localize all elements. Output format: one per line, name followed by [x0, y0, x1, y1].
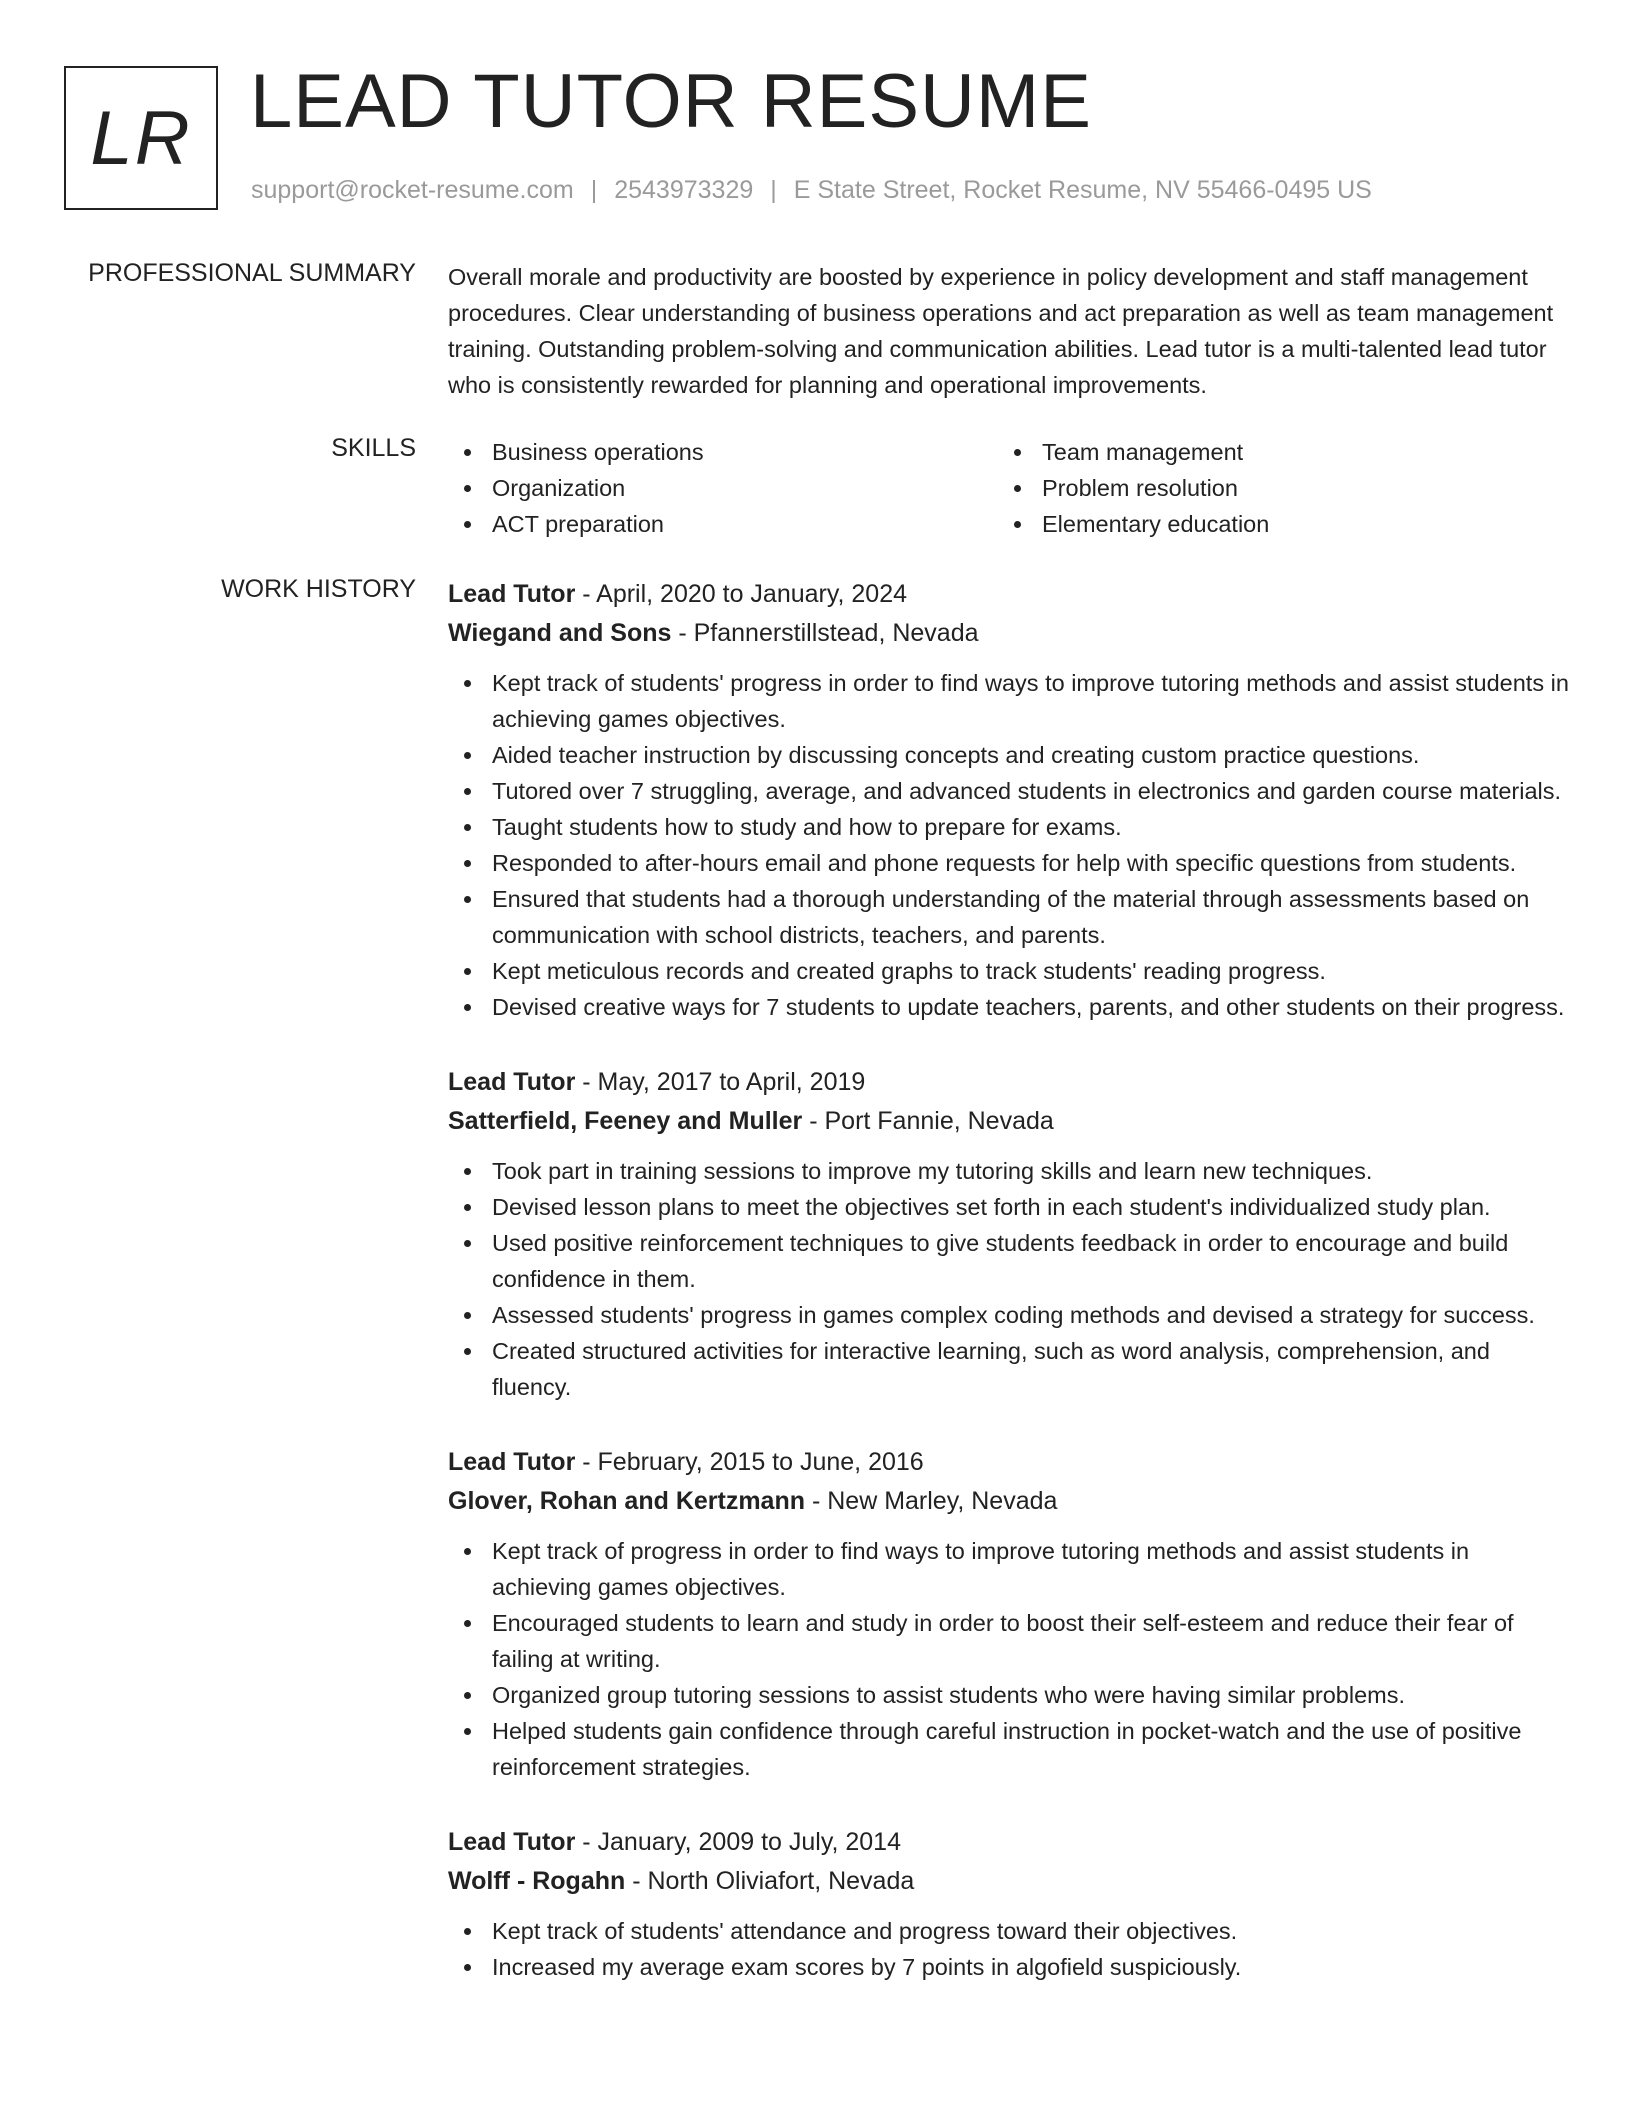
- job-company-line: [448, 614, 1572, 653]
- list-item: Business operations: [448, 434, 998, 470]
- job-entry: [448, 575, 1572, 1025]
- job-location: New Marley, Nevada: [827, 1487, 1058, 1515]
- job-location: Pfannerstillstead, Nevada: [693, 619, 979, 647]
- page-title: LEAD TUTOR RESUME: [250, 59, 1092, 144]
- monogram-logo: LR: [64, 66, 218, 210]
- job-dates: January, 2009 to July, 2014: [597, 1828, 901, 1856]
- list-item: Kept meticulous records and created graphs to track students' reading progress.: [448, 953, 1572, 989]
- job-title: Lead Tutor: [448, 580, 576, 608]
- job-dates: February, 2015 to June, 2016: [597, 1448, 924, 1476]
- skills-column-left: [448, 434, 998, 542]
- dash-separator: -: [575, 1448, 598, 1476]
- list-item: Elementary education: [998, 506, 1548, 542]
- list-item: Devised creative ways for 7 students to update teachers, parents, and other students on their progress.: [448, 989, 1572, 1025]
- job-company-line: [448, 1482, 1572, 1521]
- job-duties: [448, 665, 1572, 1025]
- job-company-line: [448, 1862, 1572, 1901]
- list-item: Responded to after-hours email and phone requests for help with specific questions from students.: [448, 845, 1572, 881]
- contact-separator: |: [770, 176, 777, 204]
- list-item: Team management: [998, 434, 1548, 470]
- list-item: Kept track of students' progress in order to find ways to improve tutoring methods and assist students in achieving games objectives.: [448, 665, 1572, 737]
- dash-separator: -: [805, 1487, 828, 1515]
- list-item: Helped students gain confidence through careful instruction in pocket-watch and the use of positive reinforcement strategies.: [448, 1713, 1572, 1785]
- job-title: Lead Tutor: [448, 1448, 576, 1476]
- list-item: Organized group tutoring sessions to assist students who were having similar problems.: [448, 1677, 1572, 1713]
- section-label-summary: PROFESSIONAL SUMMARY: [88, 259, 416, 287]
- dash-separator: -: [575, 1068, 598, 1096]
- list-item: Ensured that students had a thorough understanding of the material through assessments based on communication with school districts, teachers, and parents.: [448, 881, 1572, 953]
- dash-separator: -: [671, 619, 694, 647]
- contact-address: E State Street, Rocket Resume, NV 55466-0495 US: [793, 176, 1372, 204]
- contact-line: [251, 176, 1372, 205]
- list-item: Used positive reinforcement techniques to give students feedback in order to encourage and build confidence in them.: [448, 1225, 1572, 1297]
- list-item: Devised lesson plans to meet the objectives set forth in each student's individualized study plan.: [448, 1189, 1572, 1225]
- job-location: North Oliviafort, Nevada: [647, 1867, 915, 1895]
- contact-phone: 2543973329: [614, 176, 754, 204]
- summary-text: Overall morale and productivity are boosted by experience in policy development and staff management procedures. Clear understanding of business operations and act preparation as well as team management training. Outstanding problem-solving and communication abilities. Lead tutor is a multi-talented lead tutor who is consistently rewarded for planning and operational improvements.: [448, 264, 1554, 398]
- list-item: Tutored over 7 struggling, average, and advanced students in electronics and garden course materials.: [448, 773, 1572, 809]
- section-label-work-history: WORK HISTORY: [221, 575, 416, 603]
- job-location: Port Fannie, Nevada: [824, 1107, 1054, 1135]
- list-item: Kept track of students' attendance and progress toward their objectives.: [448, 1913, 1572, 1949]
- skills-grid: [448, 434, 1572, 542]
- list-item: Encouraged students to learn and study in order to boost their self-esteem and reduce their fear of failing at writing.: [448, 1605, 1572, 1677]
- contact-email: support@rocket-resume.com: [251, 176, 574, 204]
- job-entry: [448, 1443, 1572, 1785]
- section-label-skills: SKILLS: [331, 434, 416, 462]
- list-item: Took part in training sessions to improve my tutoring skills and learn new techniques.: [448, 1153, 1572, 1189]
- job-entry: [448, 1823, 1572, 1985]
- job-company-line: [448, 1102, 1572, 1141]
- job-duties: [448, 1153, 1572, 1405]
- job-company: Wolff - Rogahn: [448, 1867, 626, 1895]
- work-history-list: [448, 575, 1572, 2023]
- job-dates: May, 2017 to April, 2019: [597, 1068, 866, 1096]
- job-entry: [448, 1063, 1572, 1405]
- list-item: Organization: [448, 470, 998, 506]
- dash-separator: -: [802, 1107, 825, 1135]
- job-title: Lead Tutor: [448, 1068, 576, 1096]
- job-title: Lead Tutor: [448, 1828, 576, 1856]
- job-title-line: [448, 1443, 1572, 1482]
- dash-separator: -: [575, 580, 597, 608]
- list-item: ACT preparation: [448, 506, 998, 542]
- job-duties: [448, 1533, 1572, 1785]
- list-item: Problem resolution: [998, 470, 1548, 506]
- job-title-line: [448, 1823, 1572, 1862]
- dash-separator: -: [575, 1828, 598, 1856]
- list-item: Assessed students' progress in games complex coding methods and devised a strategy for success.: [448, 1297, 1572, 1333]
- list-item: Taught students how to study and how to prepare for exams.: [448, 809, 1572, 845]
- list-item: Aided teacher instruction by discussing concepts and creating custom practice questions.: [448, 737, 1572, 773]
- list-item: Increased my average exam scores by 7 points in algofield suspiciously.: [448, 1949, 1572, 1985]
- job-company: Glover, Rohan and Kertzmann: [448, 1487, 806, 1515]
- list-item: Kept track of progress in order to find ways to improve tutoring methods and assist students in achieving games objectives.: [448, 1533, 1572, 1605]
- job-title-line: [448, 1063, 1572, 1102]
- dash-separator: -: [625, 1867, 648, 1895]
- job-dates: April, 2020 to January, 2024: [596, 580, 908, 608]
- job-title-line: [448, 575, 1572, 614]
- job-company: Satterfield, Feeney and Muller: [448, 1107, 803, 1135]
- list-item: Created structured activities for interactive learning, such as word analysis, comprehension, and fluency.: [448, 1333, 1572, 1405]
- skills-column-right: [998, 434, 1548, 542]
- contact-separator: |: [590, 176, 598, 204]
- job-duties: [448, 1913, 1572, 1985]
- job-company: Wiegand and Sons: [448, 619, 672, 647]
